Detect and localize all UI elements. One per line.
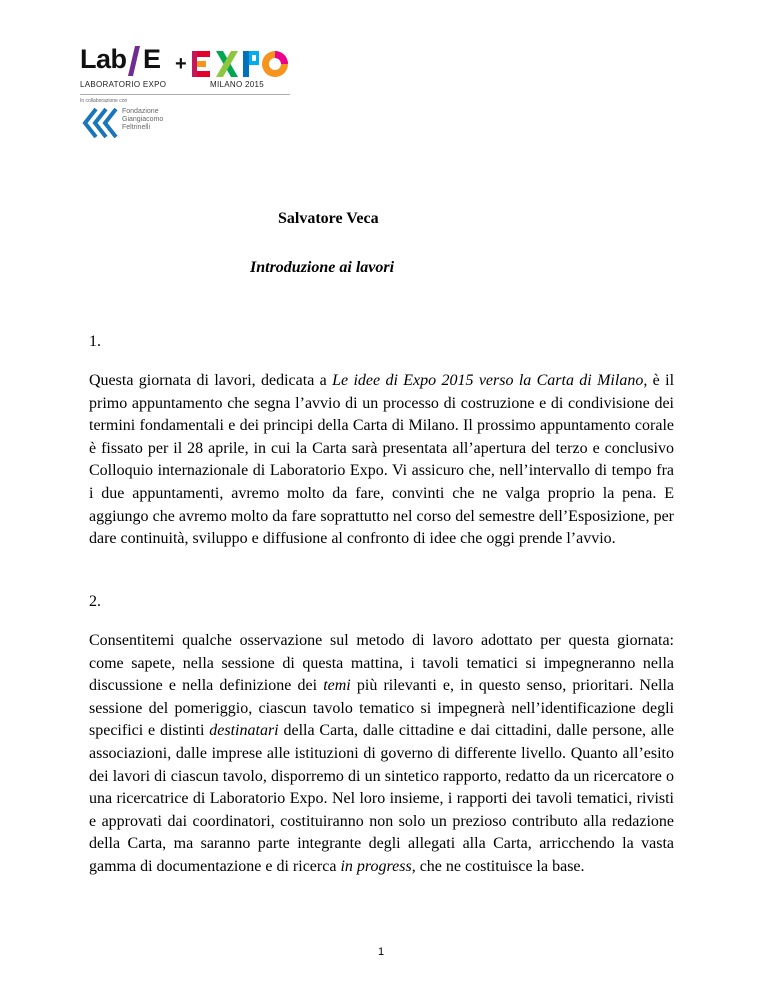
lab-slash-icon bbox=[128, 46, 140, 76]
document-title: Introduzione ai lavori bbox=[250, 259, 395, 276]
section-number: 2. bbox=[89, 593, 101, 610]
foundation-line: Fondazione bbox=[122, 108, 159, 115]
italic-text-segment: temi bbox=[323, 677, 351, 695]
text-segment: Consentitemi qualche osservazione sul metodo di lavoro adottato per questa giornata: come sapete, nella sessione di questa mattina, i tavoli tematici si impegneranno nella discussione e nella definizione dei bbox=[89, 632, 674, 695]
foundation-line: Giangiacomo bbox=[122, 116, 164, 123]
logo-divider bbox=[80, 94, 290, 95]
page-number: 1 bbox=[378, 946, 385, 958]
expo-letter-p bbox=[243, 51, 259, 77]
feltrinelli-chevrons-icon bbox=[82, 106, 122, 140]
paragraph-text bbox=[89, 370, 674, 551]
text-segment: più rilevanti e, in questo senso, prioritari. Nella sessione del pomeriggio, ciascun tavolo tematico si impegnerà nell’identificazione degli specifici e distinti bbox=[89, 677, 674, 740]
italic-text-segment: in progress bbox=[340, 857, 412, 875]
plus-sign: + bbox=[175, 53, 187, 75]
lab-subtitle: LABORATORIO EXPO bbox=[80, 80, 167, 89]
lab-e-letter: E bbox=[143, 44, 162, 74]
section-paragraph bbox=[89, 630, 674, 879]
expo-wordmark bbox=[192, 49, 290, 79]
section-number: 1. bbox=[89, 333, 101, 350]
header-logo bbox=[80, 44, 290, 150]
foundation-name bbox=[122, 108, 163, 132]
labexpo-logo bbox=[80, 44, 290, 98]
author-name: Salvatore Veca bbox=[278, 210, 379, 227]
lab-wordmark: Lab bbox=[80, 44, 127, 74]
expo-letter-e bbox=[192, 51, 210, 77]
expo-subtitle: MILANO 2015 bbox=[210, 80, 264, 89]
italic-text-segment: Le idee di Expo 2015 verso la Carta di Milano bbox=[332, 372, 644, 389]
expo-letter-o bbox=[262, 51, 288, 77]
text-segment: , che ne costituisce la base. bbox=[411, 857, 585, 875]
section-paragraph bbox=[89, 370, 674, 551]
expo-letter-x bbox=[216, 51, 238, 77]
text-segment: , è il primo appuntamento che segna l’avvio di un processo di costruzione e di condivisione dei termini fondamentali e dei principi della Carta di Milano. Il prossimo appuntamento corale è fissato per il 28 aprile, in cui la Carta sarà presentata all’apertura del terzo e conclusivo Colloquio internazionale di Laboratorio Expo. Vi assicuro che, nell’intervallo di tempo fra i due appuntamenti, avremo molto da fare, convinti che ne valga proprio la pena. E aggiungo che avremo molto da fare soprattutto nel corso del semestre dell’Esposizione, per dare continuità, sviluppo e diffusione al confronto di idee che oggi prende l’avvio. bbox=[89, 372, 675, 548]
italic-text-segment: destinatari bbox=[209, 722, 279, 740]
foundation-line: Feltrinelli bbox=[122, 124, 151, 131]
paragraph-text bbox=[89, 630, 674, 879]
text-segment: della Carta, dalle cittadine e dai cittadini, dalle persone, alle associazioni, dalle imprese alle istituzioni di governo di differente livello. Quanto all’esito dei lavori di ciascun tavolo, disporremo di un sintetico rapporto, redatto da un ricercatore o una ricercatrice di Laboratorio Expo. Nel loro insieme, i rapporti dei tavoli tematici, rivisti e approvati dai coordinatori, costituiranno non solo un prezioso contributo alla redazione della Carta, ma saranno parte integrante degli allegati alla Carta, arricchendo la vasta gamma di documentazione e di ricerca bbox=[89, 722, 674, 875]
collaboration-label: In collaborazione con bbox=[80, 98, 128, 104]
text-segment: Questa giornata di lavori, dedicata a bbox=[89, 372, 333, 389]
